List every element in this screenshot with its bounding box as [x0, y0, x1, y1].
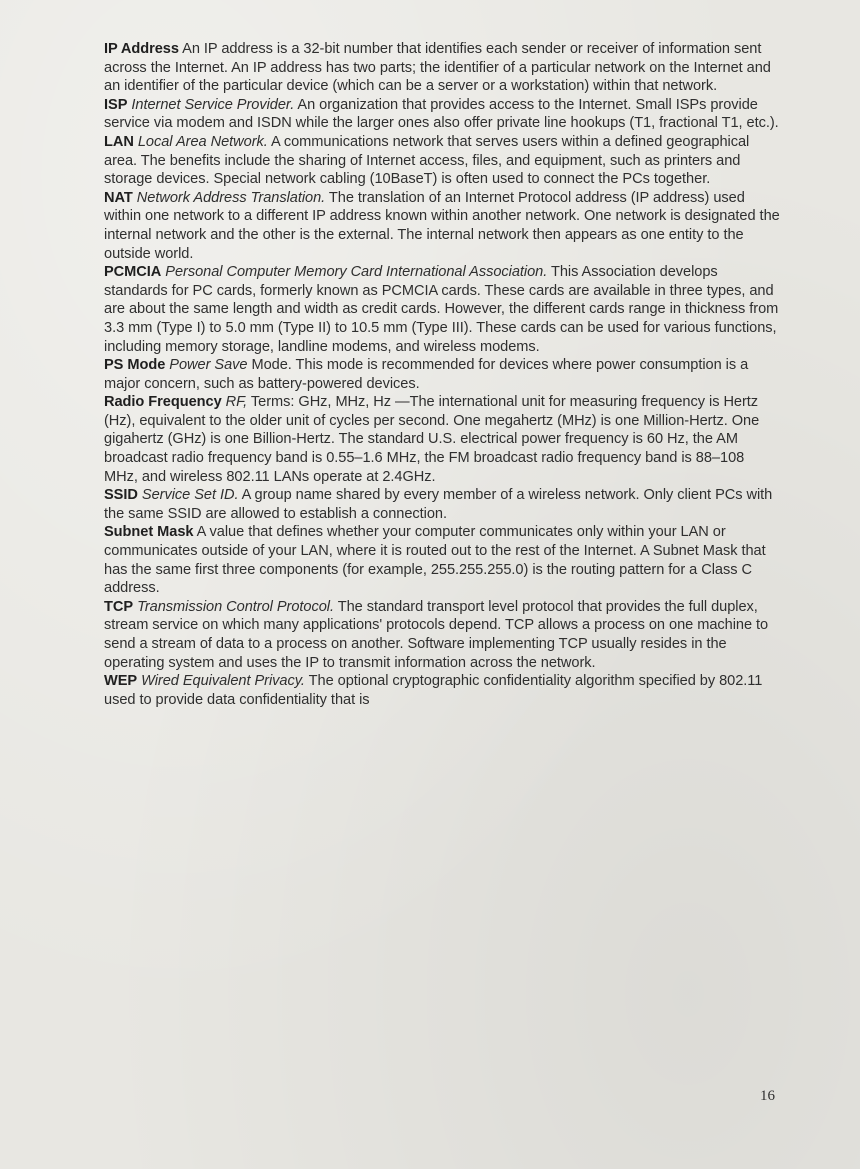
glossary-definition: The translation of an Internet Protocol address (IP address) used within one network to a different IP address known within another network. One network is designated the internal network and the other is the external. The internal network then appears as one entity to the outside world. — [104, 189, 780, 262]
glossary-term: Subnet Mask — [104, 524, 194, 541]
glossary-term: IP Address — [104, 41, 179, 57]
glossary-definition: Mode. This mode is recommended for devices where power consumption is a major concern, such as battery-powered devices. — [104, 357, 749, 392]
glossary-entry-nat — [104, 189, 782, 263]
glossary-term: PCMCIA — [104, 264, 162, 281]
glossary-term: LAN — [104, 133, 134, 150]
glossary-expansion: Service Set ID. — [141, 487, 239, 504]
glossary-term: Radio Frequency — [104, 394, 222, 411]
glossary-entry-ssid — [104, 486, 782, 523]
glossary-entry-pcmcia — [104, 263, 782, 356]
glossary-entry-tcp — [104, 598, 782, 672]
glossary-expansion: RF, — [225, 394, 248, 411]
glossary-term: PS Mode — [104, 357, 166, 374]
glossary-definition: The optional cryptographic confidentiality algorithm specified by 802.11 used to provide data confidentiality that is — [104, 673, 763, 708]
glossary-definition: A value that defines whether your computer communicates only within your LAN or communicates outside of your LAN, where it is routed out to the rest of the Internet. A Subnet Mask that has the same first three components (for example, 255.255.255.0) is the routing pattern for a Class C address. — [104, 524, 766, 597]
glossary-entry-ps-mode — [104, 356, 782, 393]
glossary-definition: The standard transport level protocol that provides the full duplex, stream service on which many applications' protocols depend. TCP allows a process on one machine to send a stream of data to a process on another. Software implementing TCP usually resides in the operating system and uses the IP to transmit information across the network. — [104, 598, 769, 671]
glossary-entry-wep — [104, 672, 782, 709]
glossary-expansion: Network Address Translation. — [136, 189, 326, 206]
glossary-term: TCP — [104, 598, 134, 615]
glossary-entry-isp — [104, 96, 782, 133]
glossary-definition: Terms: GHz, MHz, Hz —The international unit for measuring frequency is Hertz (Hz), equivalent to the older unit of cycles per second. One megahertz (MHz) is one Million-Hertz. One gigahertz (GHz) is one Billion-Hertz. The standard U.S. electrical power frequency is 60 Hz, the AM broadcast radio frequency band is 0.55–1.6 MHz, the FM broadcast radio frequency band is 88–108 MHz, and wireless 802.11 LANs operate at 2.4GHz. — [104, 394, 760, 485]
glossary-term: ISP — [104, 96, 128, 113]
page-number: 16 — [760, 1088, 775, 1104]
glossary-expansion: Wired Equivalent Privacy. — [141, 673, 305, 690]
glossary-entry-radio-frequency — [104, 393, 782, 486]
glossary-expansion: Transmission Control Protocol. — [137, 598, 334, 615]
glossary-definition: This Association develops standards for PC cards, formerly known as PCMCIA cards. These cards are available in three types, and are about the same length and width as credit cards. However, the different cards range in thickness from 3.3 mm (Type I) to 5.0 mm (Type II) to 10.5 mm (Type III). These cards can be used for various functions, including memory storage, landline modems, and wireless modems. — [104, 264, 779, 355]
glossary-list — [104, 40, 782, 709]
glossary-expansion: Personal Computer Memory Card International Association. — [165, 264, 548, 281]
glossary-definition: An IP address is a 32-bit number that identifies each sender or receiver of information sent across the Internet. An IP address has two parts; the identifier of a particular network on the Internet and an identifier of the particular device (which can be a server or a workstation) within that network. — [104, 41, 771, 95]
glossary-expansion: Local Area Network. — [137, 133, 268, 150]
glossary-term: SSID — [104, 487, 138, 504]
glossary-expansion: Internet Service Provider. — [131, 96, 295, 113]
glossary-term: WEP — [104, 673, 138, 690]
glossary-definition: A group name shared by every member of a wireless network. Only client PCs with the same SSID are allowed to establish a connection. — [104, 487, 773, 522]
glossary-entry-lan — [104, 133, 782, 189]
glossary-term: NAT — [104, 189, 133, 206]
glossary-entry-subnet-mask — [104, 523, 782, 597]
glossary-entry-ip-address — [104, 40, 782, 96]
glossary-definition: A communications network that serves users within a defined geographical area. The benefits include the sharing of Internet access, files, and equipment, such as printers and storage devices. Special network cabling (10BaseT) is often used to connect the PCs together. — [104, 133, 750, 188]
glossary-definition: An organization that provides access to the Internet. Small ISPs provide service via modem and ISDN while the larger ones also offer private line hookups (T1, fractional T1, etc.). — [104, 96, 779, 132]
glossary-expansion: Power Save — [169, 357, 248, 374]
